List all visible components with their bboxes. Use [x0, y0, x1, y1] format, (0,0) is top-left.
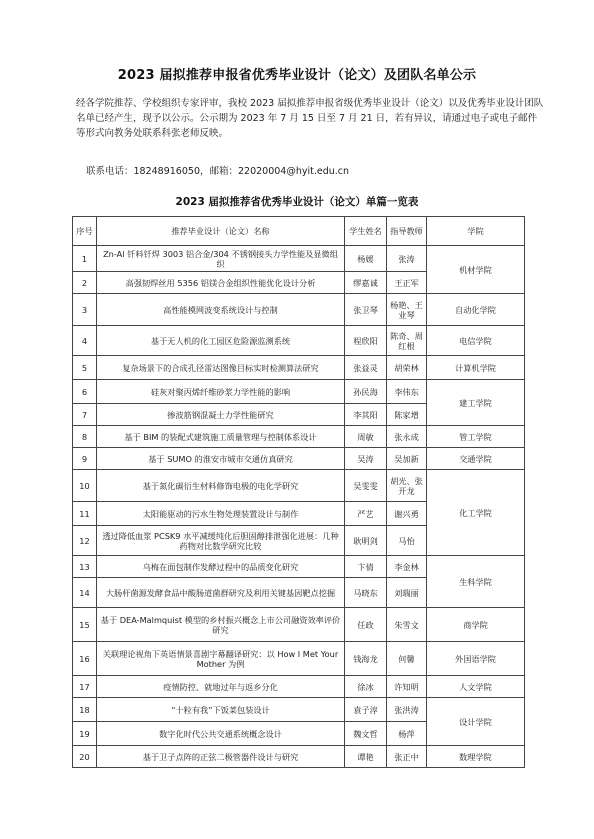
cell-teacher: 马怡 — [387, 526, 427, 556]
cell-title: 基于无人机的化工园区危险源监测系统 — [97, 326, 345, 356]
cell-no: 20 — [73, 746, 97, 768]
cell-teacher: 朱雪文 — [387, 608, 427, 642]
header-no: 序号 — [73, 217, 97, 246]
header-college: 学院 — [427, 217, 525, 246]
cell-title: 大肠杆菌源发酵食品中酸肠道菌群研究及利用关键基因靶点挖掘 — [97, 578, 345, 608]
cell-no: 9 — [73, 448, 97, 470]
cell-student: 钱海龙 — [345, 642, 387, 676]
cell-no: 11 — [73, 502, 97, 526]
cell-student: 魏文哲 — [345, 722, 387, 746]
cell-student: 吴涛 — [345, 448, 387, 470]
cell-teacher: 胡荣林 — [387, 356, 427, 380]
table-row — [73, 326, 525, 356]
cell-title: 基于 DEA-Malmquist 模型的乡村振兴概念上市公司融资效率评价研究 — [97, 608, 345, 642]
cell-no: 16 — [73, 642, 97, 676]
cell-title: “十粒有我”下饭菜包装设计 — [97, 698, 345, 722]
cell-no: 12 — [73, 526, 97, 556]
cell-student: 袁子淳 — [345, 698, 387, 722]
cell-title: 高强韧焊丝用 5356 铝镁合金组织性能优化设计分析 — [97, 272, 345, 294]
cell-no: 18 — [73, 698, 97, 722]
cell-college: 商学院 — [427, 608, 525, 642]
table-row — [73, 676, 525, 698]
cell-title: 基于 BIM 的装配式建筑施工质量管理与控制体系设计 — [97, 426, 345, 448]
cell-no: 6 — [73, 380, 97, 404]
cell-teacher: 谢兴勇 — [387, 502, 427, 526]
cell-teacher: 刘瑞丽 — [387, 578, 427, 608]
cell-student: 张益灵 — [345, 356, 387, 380]
cell-college: 设计学院 — [427, 698, 525, 746]
cell-teacher: 何馨 — [387, 642, 427, 676]
cell-teacher: 张正中 — [387, 746, 427, 768]
cell-college: 机材学院 — [427, 246, 525, 294]
cell-no: 7 — [73, 404, 97, 426]
cell-teacher: 张洪涛 — [387, 698, 427, 722]
cell-student: 任政 — [345, 608, 387, 642]
cell-teacher: 张涛 — [387, 246, 427, 272]
table-row — [73, 698, 525, 722]
cell-teacher: 吴加新 — [387, 448, 427, 470]
cell-no: 4 — [73, 326, 97, 356]
table-row — [73, 246, 525, 272]
table-row — [73, 426, 525, 448]
cell-college: 生科学院 — [427, 556, 525, 608]
header-student: 学生姓名 — [345, 217, 387, 246]
cell-title: 掺波筋钢混凝土力学性能研究 — [97, 404, 345, 426]
cell-title: 关联理论视角下英语情景喜剧字幕翻译研究：以 How I Met Your Mother 为例 — [97, 642, 345, 676]
cell-title: 基于卫子点阵的正弦二极管器件设计与研究 — [97, 746, 345, 768]
cell-no: 13 — [73, 556, 97, 578]
cell-student: 卞倩 — [345, 556, 387, 578]
table-row — [73, 556, 525, 578]
cell-teacher: 陈奇、周红根 — [387, 326, 427, 356]
cell-title: 透过降低血浆 PCSK9 水平减缓纯化后胆固醇排泄强化进展：几种药物对比数学研究比较 — [97, 526, 345, 556]
cell-student: 李其阳 — [345, 404, 387, 426]
cell-student: 严艺 — [345, 502, 387, 526]
cell-student: 耿明剑 — [345, 526, 387, 556]
recommendation-table — [72, 216, 525, 768]
cell-teacher: 胡光、张开龙 — [387, 470, 427, 502]
cell-teacher: 李伟东 — [387, 380, 427, 404]
cell-college: 计算机学院 — [427, 356, 525, 380]
cell-college: 管工学院 — [427, 426, 525, 448]
cell-student: 张卫琴 — [345, 294, 387, 326]
cell-no: 14 — [73, 578, 97, 608]
contact-info: 联系电话：18248916050，邮箱：22020004@hyit.edu.cn — [86, 166, 350, 177]
cell-teacher: 张永成 — [387, 426, 427, 448]
cell-no: 1 — [73, 246, 97, 272]
cell-title: 数字化时代公共交通系统概念设计 — [97, 722, 345, 746]
cell-college: 交通学院 — [427, 448, 525, 470]
cell-teacher: 王正军 — [387, 272, 427, 294]
cell-student: 谭艳 — [345, 746, 387, 768]
header-title: 推荐毕业设计（论文）名称 — [97, 217, 345, 246]
cell-student: 徐冰 — [345, 676, 387, 698]
cell-teacher: 杨艳、王业琴 — [387, 294, 427, 326]
header-teacher: 指导教师 — [387, 217, 427, 246]
cell-title: 太阳能驱动的污水生物处理装置设计与制作 — [97, 502, 345, 526]
table-row — [73, 380, 525, 404]
announcement-paragraph: 经各学院推荐、学校组织专家评审，我校 2023 届拟推荐申报省级优秀毕业设计（论文）以及优秀毕业设计团队名单已经产生，现予以公示。公示期为 2023 年 7 月 15 日至 7 月 21 日，若有异议，请通过电子或电子邮件等形式向教务处联系科张老师反映。 — [76, 98, 544, 139]
cell-no: 10 — [73, 470, 97, 502]
cell-college: 外国语学院 — [427, 642, 525, 676]
cell-title: Zn-Al 钎料钎焊 3003 铝合金/304 不锈钢接头力学性能及显微组织 — [97, 246, 345, 272]
cell-college: 化工学院 — [427, 470, 525, 556]
table-row — [73, 356, 525, 380]
cell-student: 程欣阳 — [345, 326, 387, 356]
cell-college: 自动化学院 — [427, 294, 525, 326]
cell-title: 基于氮化碳衍生材料修饰电极的电化学研究 — [97, 470, 345, 502]
cell-title: 硅灰对聚丙烯纤维砂浆力学性能的影响 — [97, 380, 345, 404]
cell-teacher: 杨萍 — [387, 722, 427, 746]
table-row — [73, 608, 525, 642]
cell-title: 乌梅在面包制作发酵过程中的品质变化研究 — [97, 556, 345, 578]
cell-college: 电信学院 — [427, 326, 525, 356]
cell-student: 周敏 — [345, 426, 387, 448]
cell-title: 高性能模网波变系统设计与控制 — [97, 294, 345, 326]
cell-no: 8 — [73, 426, 97, 448]
cell-no: 15 — [73, 608, 97, 642]
cell-no: 5 — [73, 356, 97, 380]
cell-student: 缪嘉诚 — [345, 272, 387, 294]
table-title: 2023 届拟推荐省优秀毕业设计（论文）单篇一览表 — [175, 196, 419, 208]
table-row — [73, 448, 525, 470]
page-title: 2023 届拟推荐申报省优秀毕业设计（论文）及团队名单公示 — [117, 68, 477, 83]
cell-no: 3 — [73, 294, 97, 326]
cell-teacher: 许知明 — [387, 676, 427, 698]
cell-title: 疫情防控、就地过年与返乡分化 — [97, 676, 345, 698]
cell-title: 复杂场景下的合成孔径雷达图像目标实时检测算法研究 — [97, 356, 345, 380]
cell-no: 2 — [73, 272, 97, 294]
table-row — [73, 746, 525, 768]
cell-teacher: 陈家增 — [387, 404, 427, 426]
cell-college: 数理学院 — [427, 746, 525, 768]
cell-no: 19 — [73, 722, 97, 746]
cell-student: 孙民海 — [345, 380, 387, 404]
cell-title: 基于 SUMO 的淮安市城市交通仿真研究 — [97, 448, 345, 470]
cell-college: 建工学院 — [427, 380, 525, 426]
table-row — [73, 642, 525, 676]
cell-no: 17 — [73, 676, 97, 698]
table-row — [73, 294, 525, 326]
cell-teacher: 李金林 — [387, 556, 427, 578]
cell-student: 马晓东 — [345, 578, 387, 608]
table-row — [73, 470, 525, 502]
cell-college: 人文学院 — [427, 676, 525, 698]
cell-student: 吴雯雯 — [345, 470, 387, 502]
table-header-row — [73, 217, 525, 246]
cell-student: 杨媛 — [345, 246, 387, 272]
